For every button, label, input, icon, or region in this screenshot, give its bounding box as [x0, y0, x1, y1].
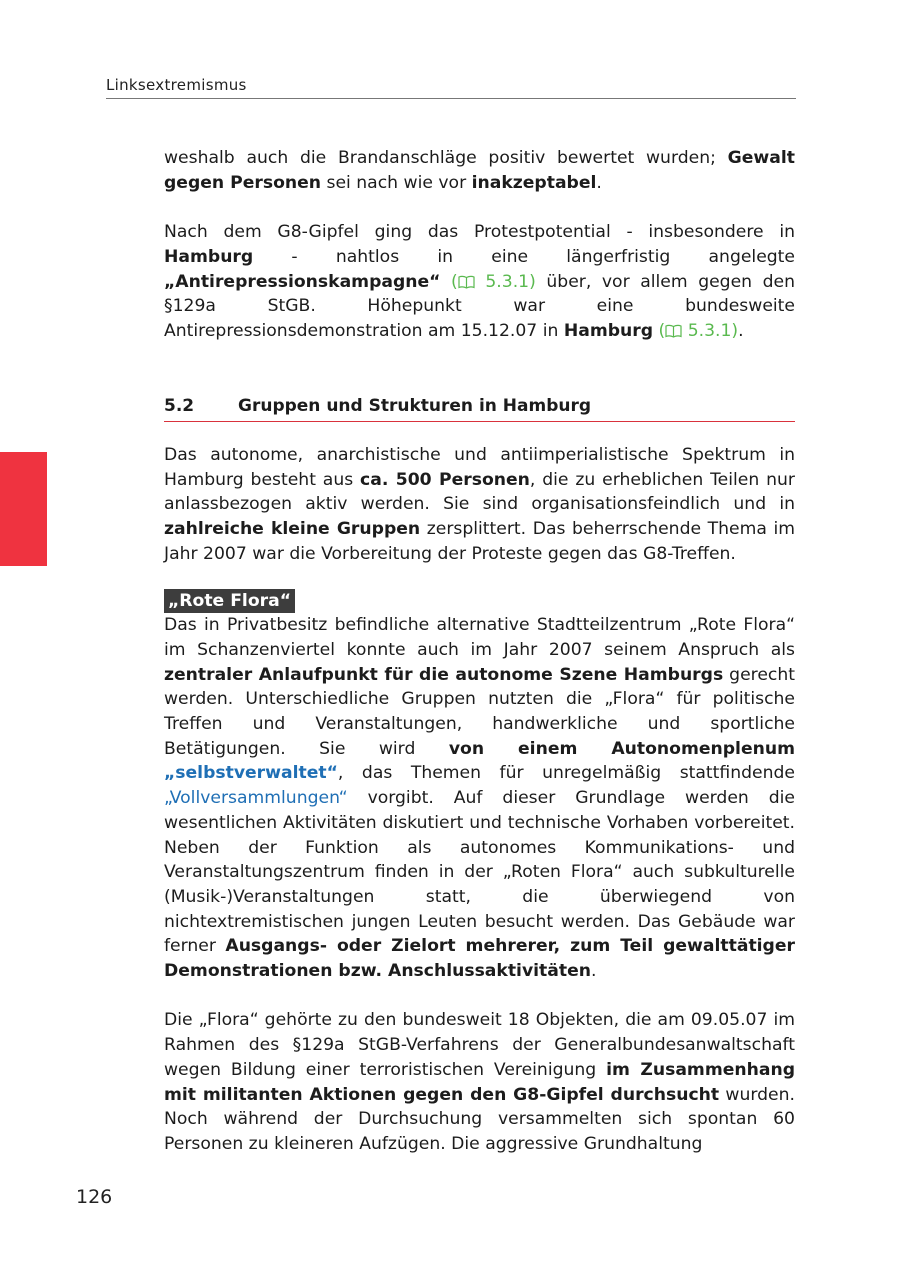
paragraph-4: Das in Privatbesitz befindliche alternative Stadtteilzentrum „Rote Flora“ im Schanzenviertel konnte auch im Jahr 2007 seinem Anspruch als zentraler Anlaufpunkt für die autonome Szene Hamburgs gerecht werden. Unterschiedliche Gruppen nutzten die „Flora“ für politische Treffen und Veranstaltungen, handwerkliche und sportliche Betätigungen. Sie wird von einem Autonomenplenum „selbstverwaltet“, das Themen für unregelmäßig stattfindende „Vollversammlungen“ vorgibt. Auf dieser Grundlage werden die wesentlichen Aktivitäten diskutiert und technische Vorhaben vorbereitet. Neben der Funktion als autonomes Kommunikations- und Veranstaltungszentrum finden in der „Roten Flora“ auch subkulturelle (Musik-)Veranstaltungen statt, die überwiegend von nichtextremistischen jungen Leuten besucht werden. Das Gebäude war ferner Ausgangs- oder Zielort mehrerer, zum Teil gewalttätiger Demonstrationen bzw. Anschlussaktivitäten. — [164, 615, 795, 982]
paragraph-5: Die „Flora“ gehörte zu den bundesweit 18 Objekten, die am 09.05.07 im Rahmen des §129a StGB-Verfahrens der Generalbundesanwaltschaft wegen Bildung einer terroristischen Vereinigung im Zusammenhang mit militanten Aktionen gegen den G8-Gipfel durchsucht wurden. Noch während der Durchsuchung versammelten sich spontan 60 Personen zu kleineren Aufzügen. Die aggressive Grundhaltung — [164, 1010, 795, 1154]
glossary-link-selbstverwaltet[interactable]: „selbstverwaltet“ — [164, 763, 338, 784]
chapter-tab-marker — [0, 452, 47, 566]
cross-reference-1[interactable]: 5.3.1) — [458, 272, 536, 292]
glossary-link-vollversammlungen[interactable]: „Vollversammlungen“ — [164, 788, 348, 809]
cross-reference-2[interactable]: 5.3.1) — [665, 321, 738, 341]
body-text-section — [164, 443, 795, 1157]
paragraph-3: Das autonome, anarchistische und antiimperialistische Spektrum in Hamburg besteht aus ca. 500 Personen, die zu erheblichen Teilen nur anlassbezogen aktiv werden. Sie sind organisationsfeindlich und in zahlreiche kleine Gruppen zersplittert. Das beherrschende Thema im Jahr 2007 war die Vorbereitung der Proteste gegen das G8-Treffen. — [164, 445, 795, 564]
header-rule — [106, 98, 796, 99]
section-number: 5.2 — [164, 396, 195, 416]
book-icon — [458, 275, 475, 289]
paragraph-2: Nach dem G8-Gipfel ging das Protestpotential - insbesondere in Hamburg - nahtlos in eine längerfristig angelegte „Antirepressionskampagne“ ( 5.3.1) über, vor allem gegen den §129a StGB. Höhepunkt war eine bundesweite Antirepressionsdemonstration am 15.12.07 in Hamburg ( 5.3.1). — [164, 222, 796, 341]
running-head: Linksextremismus — [106, 76, 247, 94]
page-number: 126 — [76, 1186, 113, 1208]
book-icon — [665, 324, 682, 338]
section-heading — [164, 394, 795, 422]
paragraph-1: weshalb auch die Brandanschläge positiv bewertet wurden; Gewalt gegen Personen sei nach wie vor inakzeptabel. — [164, 148, 795, 193]
section-title: Gruppen und Strukturen in Hamburg — [238, 396, 592, 416]
body-text-top — [164, 146, 795, 344]
subsection-label: „Rote Flora“ — [164, 589, 295, 613]
